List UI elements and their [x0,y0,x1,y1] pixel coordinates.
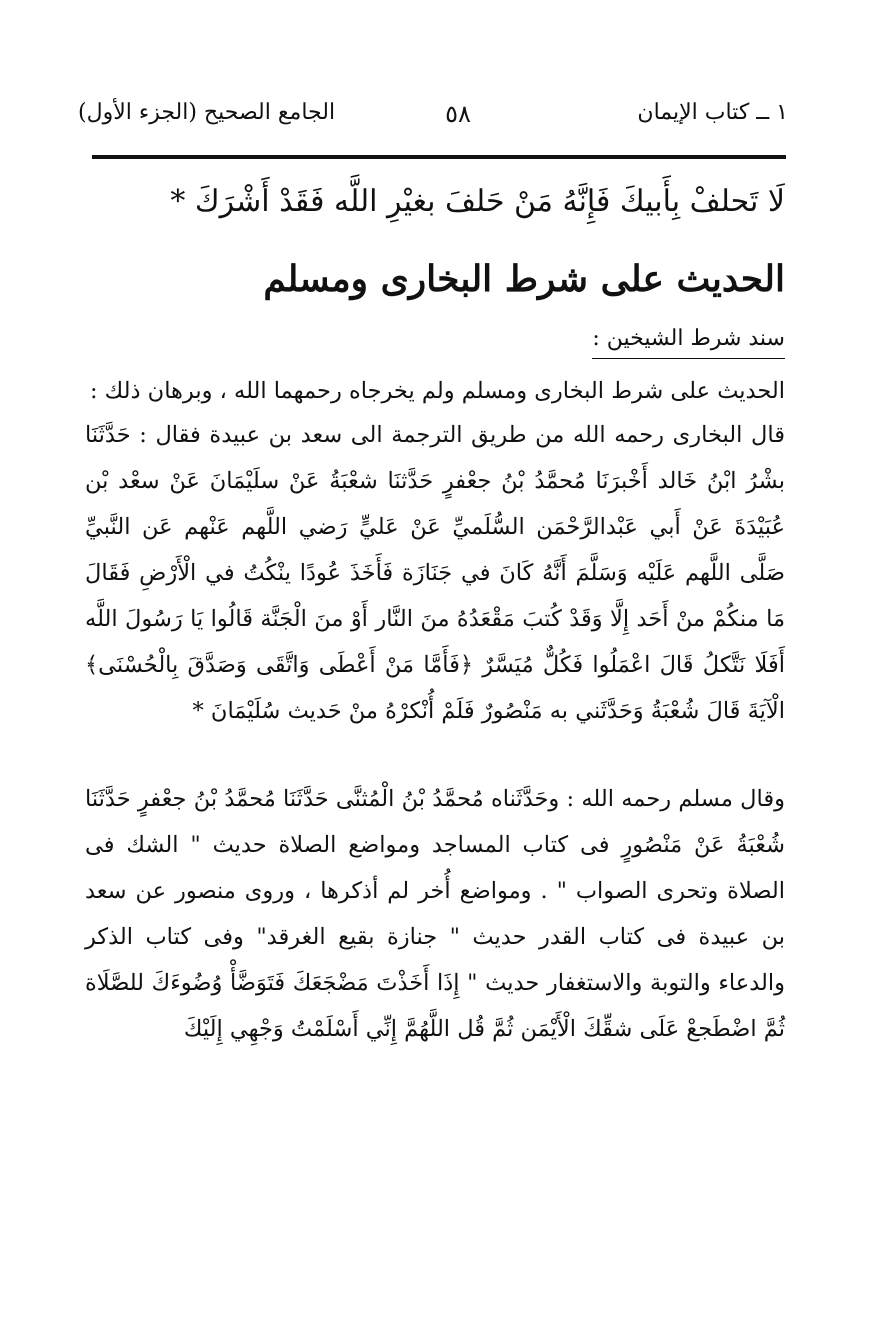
header-book-title: الجامع الصحيح (الجزء الأول) [78,100,336,125]
hadith-text: لَا تَحلفْ بِأَبيكَ فَإِنَّهُ مَنْ حَلفَ بغيْرِ اللَّه فَقَدْ أَشْرَكَ * [170,184,785,219]
page-number: ٥٨ [445,100,471,128]
header-section-title: ١ ــ كتاب الإيمان [637,100,788,125]
paragraph-bukhari: قال البخارى رحمه الله من طريق الترجمة الى سعد بن عبيدة فقال : حَدَّثَنَا بشْرُ ابْنُ خَالد أَخْبرَنَا مُحمَّدُ بْنُ جعْفرٍ حَدَّثنَا شعْبَةُ عَنْ سلَيْمَانَ عَنْ سعْد بْن عُبَيْدَةَ عَنْ أَبي عَبْدالرَّحْمَن السُّلَميِّ عَنْ عَليٍّ رَضي اللَّهم عَنْهم عَن النَّبيِّ صَلَّى اللَّهم عَلَيْه وَسَلَّمَ أَنَّهُ كَانَ في جَنَازَة فَأَخَذَ عُودًا ينْكُتُ في الْأَرْضِ فَقَالَ مَا منكُمْ منْ أَحَد إِلَّا وَقَدْ كُتبَ مَقْعَدُهُ منَ النَّار أَوْ منَ الْجَنَّة قَالُوا يَا رَسُولَ اللَّه أَفَلَا نَتَّكلُ قَالَ اعْمَلُوا فَكُلٌّ مُيَسَّرٌ ﴿فَأَمَّا مَنْ أَعْطَى وَاتَّقَى وَصَدَّقَ بِالْحُسْنَى﴾ الْآيَةَ قَالَ شُعْبَةُ وَحَدَّثَني به مَنْصُورٌ فَلَمْ أُنْكرْهُ منْ حَديث سُلَيْمَانَ * [85,422,785,724]
header-divider [92,155,786,159]
sub-heading: سند شرط الشيخين : [592,322,785,359]
paragraph-muslim: وقال مسلم رحمه الله : وحَدَّثَناه مُحمَّدُ بْنُ الْمُثنَّى حَدَّثَنَا مُحمَّدُ بْنُ جعْفرٍ حَدَّثَنَا شُعْبَةُ عَنْ مَنْصُورٍ فى كتاب المساجد ومواضع الصلاة حديث " الشك فى الصلاة وتحرى الصواب " . ومواضع أُخر لم أذكرها ، وروى منصور عن سعد بن عبيدة فى كتاب القدر حديث " جنازة بقيع الغرقد" وفى كتاب الذكر والدعاء والتوبة والاستغفار حديث " إِذَا أَخَذْتَ مَضْجَعَكَ فَتَوَضَّأْ وُضُوءَكَ للصَّلَاة ثُمَّ اضْطَجعْ عَلَى شقِّكَ الْأَيْمَن ثُمَّ قُل اللَّهُمَّ إِنِّي أَسْلَمْتُ وَجْهِي إِلَيْكَ [85,786,785,1042]
paragraph-intro: الحديث على شرط البخارى ومسلم ولم يخرجاه رحمهما الله ، وبرهان ذلك : [89,378,785,404]
section-heading: الحديث على شرط البخارى ومسلم [263,258,785,300]
page-header [78,96,788,136]
